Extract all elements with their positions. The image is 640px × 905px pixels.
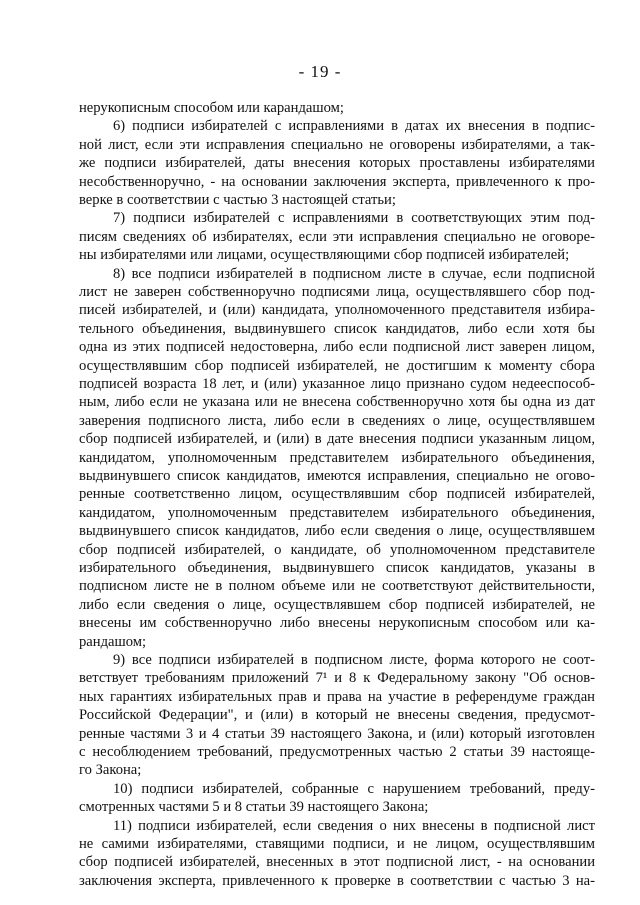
text-line: кандидатом, уполномоченным представителем избирательного объединения,	[79, 449, 595, 466]
text-line: сбор подписей избирателей, о кандидате, об уполномоченном представителе	[79, 541, 595, 558]
text-line: выдвинувшего список кандидатов, имеются исправления, специально не огово-	[79, 468, 595, 484]
text-line: писей избирателей, и (или) кандидата, уполномоченного представителя избира-	[79, 302, 595, 319]
text-line: го Закона;	[79, 762, 142, 779]
text-line: Российской Федерации", и (или) в который не внесены сведения, предусмот-	[79, 707, 595, 724]
text-line: ренные частями 3 и 4 статьи 39 настоящего Закона, и (или) который изготовлен	[79, 725, 595, 742]
text-line: выдвинувшего список кандидатов, либо если сведения о лице, осуществлявшем	[79, 523, 595, 540]
text-line: 9) все подписи избирателей в подписном листе, форма которого не соот-	[113, 652, 595, 668]
text-line: подписном листе не в полном объеме или не соответствуют действительности,	[79, 578, 595, 595]
text-line: заверения подписного листа, либо если в сведениях о лице, осуществлявшем	[79, 412, 595, 429]
text-line: не самими избирателями, ставящими подписи, и не лицом, осуществлявшим	[79, 836, 595, 852]
text-line: ных гарантиях избирательных прав и права на участие в референдуме граждан	[79, 688, 595, 705]
text-line: подписей возраста 18 лет, и (или) указанное лицо признано судом недееспособ-	[79, 376, 595, 392]
text-line: писям сведениях об избирателях, если эти исправления специально не оговоре-	[79, 228, 595, 245]
text-line: ветствует требованиям приложений 7¹ и 8 к Федеральному закону "Об основ-	[79, 670, 595, 687]
text-line: избирательного объединения, выдвинувшего список кандидатов, указаны в	[79, 560, 595, 576]
text-line: заключения эксперта, привлеченного к проверке в соответствии с частью 3 на-	[79, 872, 595, 889]
text-line: 7) подписи избирателей с исправлениями в соответствующих этим под-	[113, 210, 595, 227]
text-line: осуществлявшим сбор подписей избирателей, не достигшим к моменту сбора	[79, 357, 595, 374]
text-line: ным, либо если не указана или не внесена собственноручно хотя бы одна из дат	[79, 394, 595, 411]
text-line: ренные соответственно лицом, осуществлявшим сбор подписей избирателей,	[79, 486, 595, 503]
text-line: внесены им собственноручно либо внесены нерукописным способом или ка-	[79, 615, 595, 632]
text-line: смотренных частями 5 и 8 статьи 39 настоящего Закона;	[79, 799, 429, 816]
text-line: верке в соответствии с частью 3 настоящей статьи;	[79, 192, 396, 208]
text-line: несобственноручно, - на основании заключения эксперта, привлеченного к про-	[79, 173, 595, 190]
text-line: ной лист, если эти исправления специально не оговорены избирателями, а так-	[79, 136, 595, 153]
text-line: лист не заверен собственноручно подписями лица, осуществлявшего сбор под-	[79, 284, 595, 300]
page-number: - 19 -	[298, 62, 342, 81]
text-line: сбор подписей избирателей, и (или) в дате внесения подписи указанным лицом,	[79, 431, 595, 448]
text-line: одна из этих подписей недостоверна, либо если подписной лист заверен лицом,	[79, 339, 595, 356]
text-line: нерукописным способом или карандашом;	[79, 100, 344, 116]
text-line: с несоблюдением требований, предусмотренных частью 2 статьи 39 настояще-	[79, 744, 595, 760]
text-line: ны избирателями или лицами, осуществляющими сбор подписей избирателей;	[79, 247, 570, 264]
text-line: 8) все подписи избирателей в подписном листе в случае, если подписной	[113, 265, 595, 282]
text-line: кандидатом, уполномоченным представителем избирательного объединения,	[79, 504, 595, 521]
text-line: тельного объединения, выдвинувшего список кандидатов, либо если хотя бы	[79, 320, 595, 337]
text-line: рандашом;	[79, 633, 147, 650]
text-line: сбор подписей избирателей, внесенных в этот подписной лист, - на основании	[79, 854, 595, 871]
text-line: 10) подписи избирателей, собранные с нарушением требований, преду-	[113, 780, 595, 797]
text-line: же подписи избирателей, даты внесения которых проставлены избирателями	[79, 155, 595, 172]
text-line: 6) подписи избирателей с исправлениями в датах их внесения в подпис-	[113, 118, 595, 135]
text-line: либо если сведения о лице, осуществлявшем сбор подписей избирателей, не	[79, 596, 595, 613]
text-line: 11) подписи избирателей, если сведения о них внесены в подписной лист	[113, 817, 595, 834]
